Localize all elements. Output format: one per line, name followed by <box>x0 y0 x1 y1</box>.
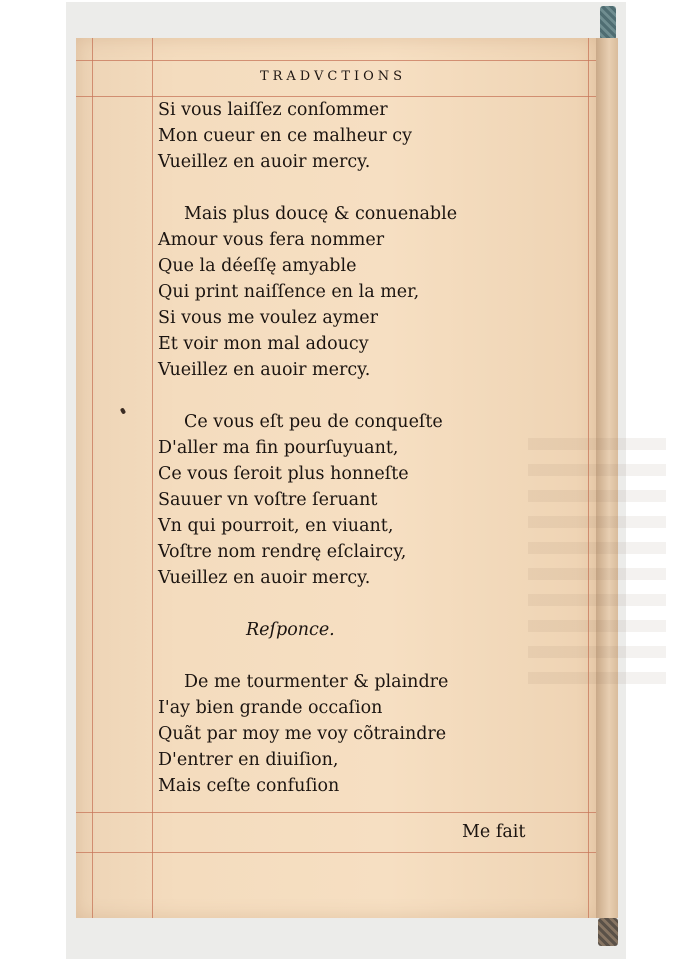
verse-line: Quãt par moy me voy cõtraindre <box>158 724 447 744</box>
binding-ribbon-bottom <box>598 918 618 946</box>
verse-line: Voſtre nom rendrę eſclaircy, <box>158 542 407 562</box>
catchword: Me fait <box>462 822 526 842</box>
verse-line: Que la déeſſę amyable <box>158 256 357 276</box>
section-heading: Reſponce. <box>246 620 335 640</box>
verse-line: Qui print naiſſence en la mer, <box>158 282 420 302</box>
ruled-margin-right <box>588 38 589 918</box>
verse-line: Et voir mon mal adoucy <box>158 334 369 354</box>
verse-line: D'aller ma fin pourſuyuant, <box>158 438 399 458</box>
stanza-2 <box>158 201 588 383</box>
verse-line: Sauuer vn voſtre ſeruant <box>158 490 378 510</box>
verse-line: Vueillez en auoir mercy. <box>158 152 371 172</box>
ruled-line-foot <box>76 852 596 853</box>
verse-line: Ce vous eſt peu de conqueſte <box>184 412 443 432</box>
stanza-1 <box>158 97 588 175</box>
binding-ribbon-top <box>600 6 616 40</box>
verse-line: D'entrer en diuiſion, <box>158 750 339 770</box>
verse-line: Mais plus doucę & conuenable <box>184 204 458 224</box>
verse-line: Mais ceſte confuſion <box>158 776 340 796</box>
ruled-line-bottom <box>76 812 596 813</box>
verse-line: Vueillez en auoir mercy. <box>158 568 371 588</box>
verse-line: Mon cueur en ce malheur cy <box>158 126 412 146</box>
verse-line: Si vous laiſſez conſommer <box>158 100 388 120</box>
verse-line: I'ay bien grande occaſion <box>158 698 383 718</box>
verse-line: Amour vous fera nommer <box>158 230 385 250</box>
verse-line: Vn qui pourroit, en viuant, <box>158 516 394 536</box>
ruled-margin-left-inner <box>152 38 153 918</box>
running-head: TRADVCTIONS <box>259 69 407 84</box>
verse-line: De me tourmenter & plaindre <box>184 672 449 692</box>
verse-line: Ce vous ſeroit plus honneſte <box>158 464 409 484</box>
ruled-margin-left-outer <box>92 38 93 918</box>
ruled-line-top <box>76 60 596 61</box>
stanza-3 <box>158 409 588 591</box>
verse-line: Si vous me voulez aymer <box>158 308 378 328</box>
verse-line: Vueillez en auoir mercy. <box>158 360 371 380</box>
stanza-response <box>158 669 588 799</box>
poem-text <box>158 97 588 799</box>
